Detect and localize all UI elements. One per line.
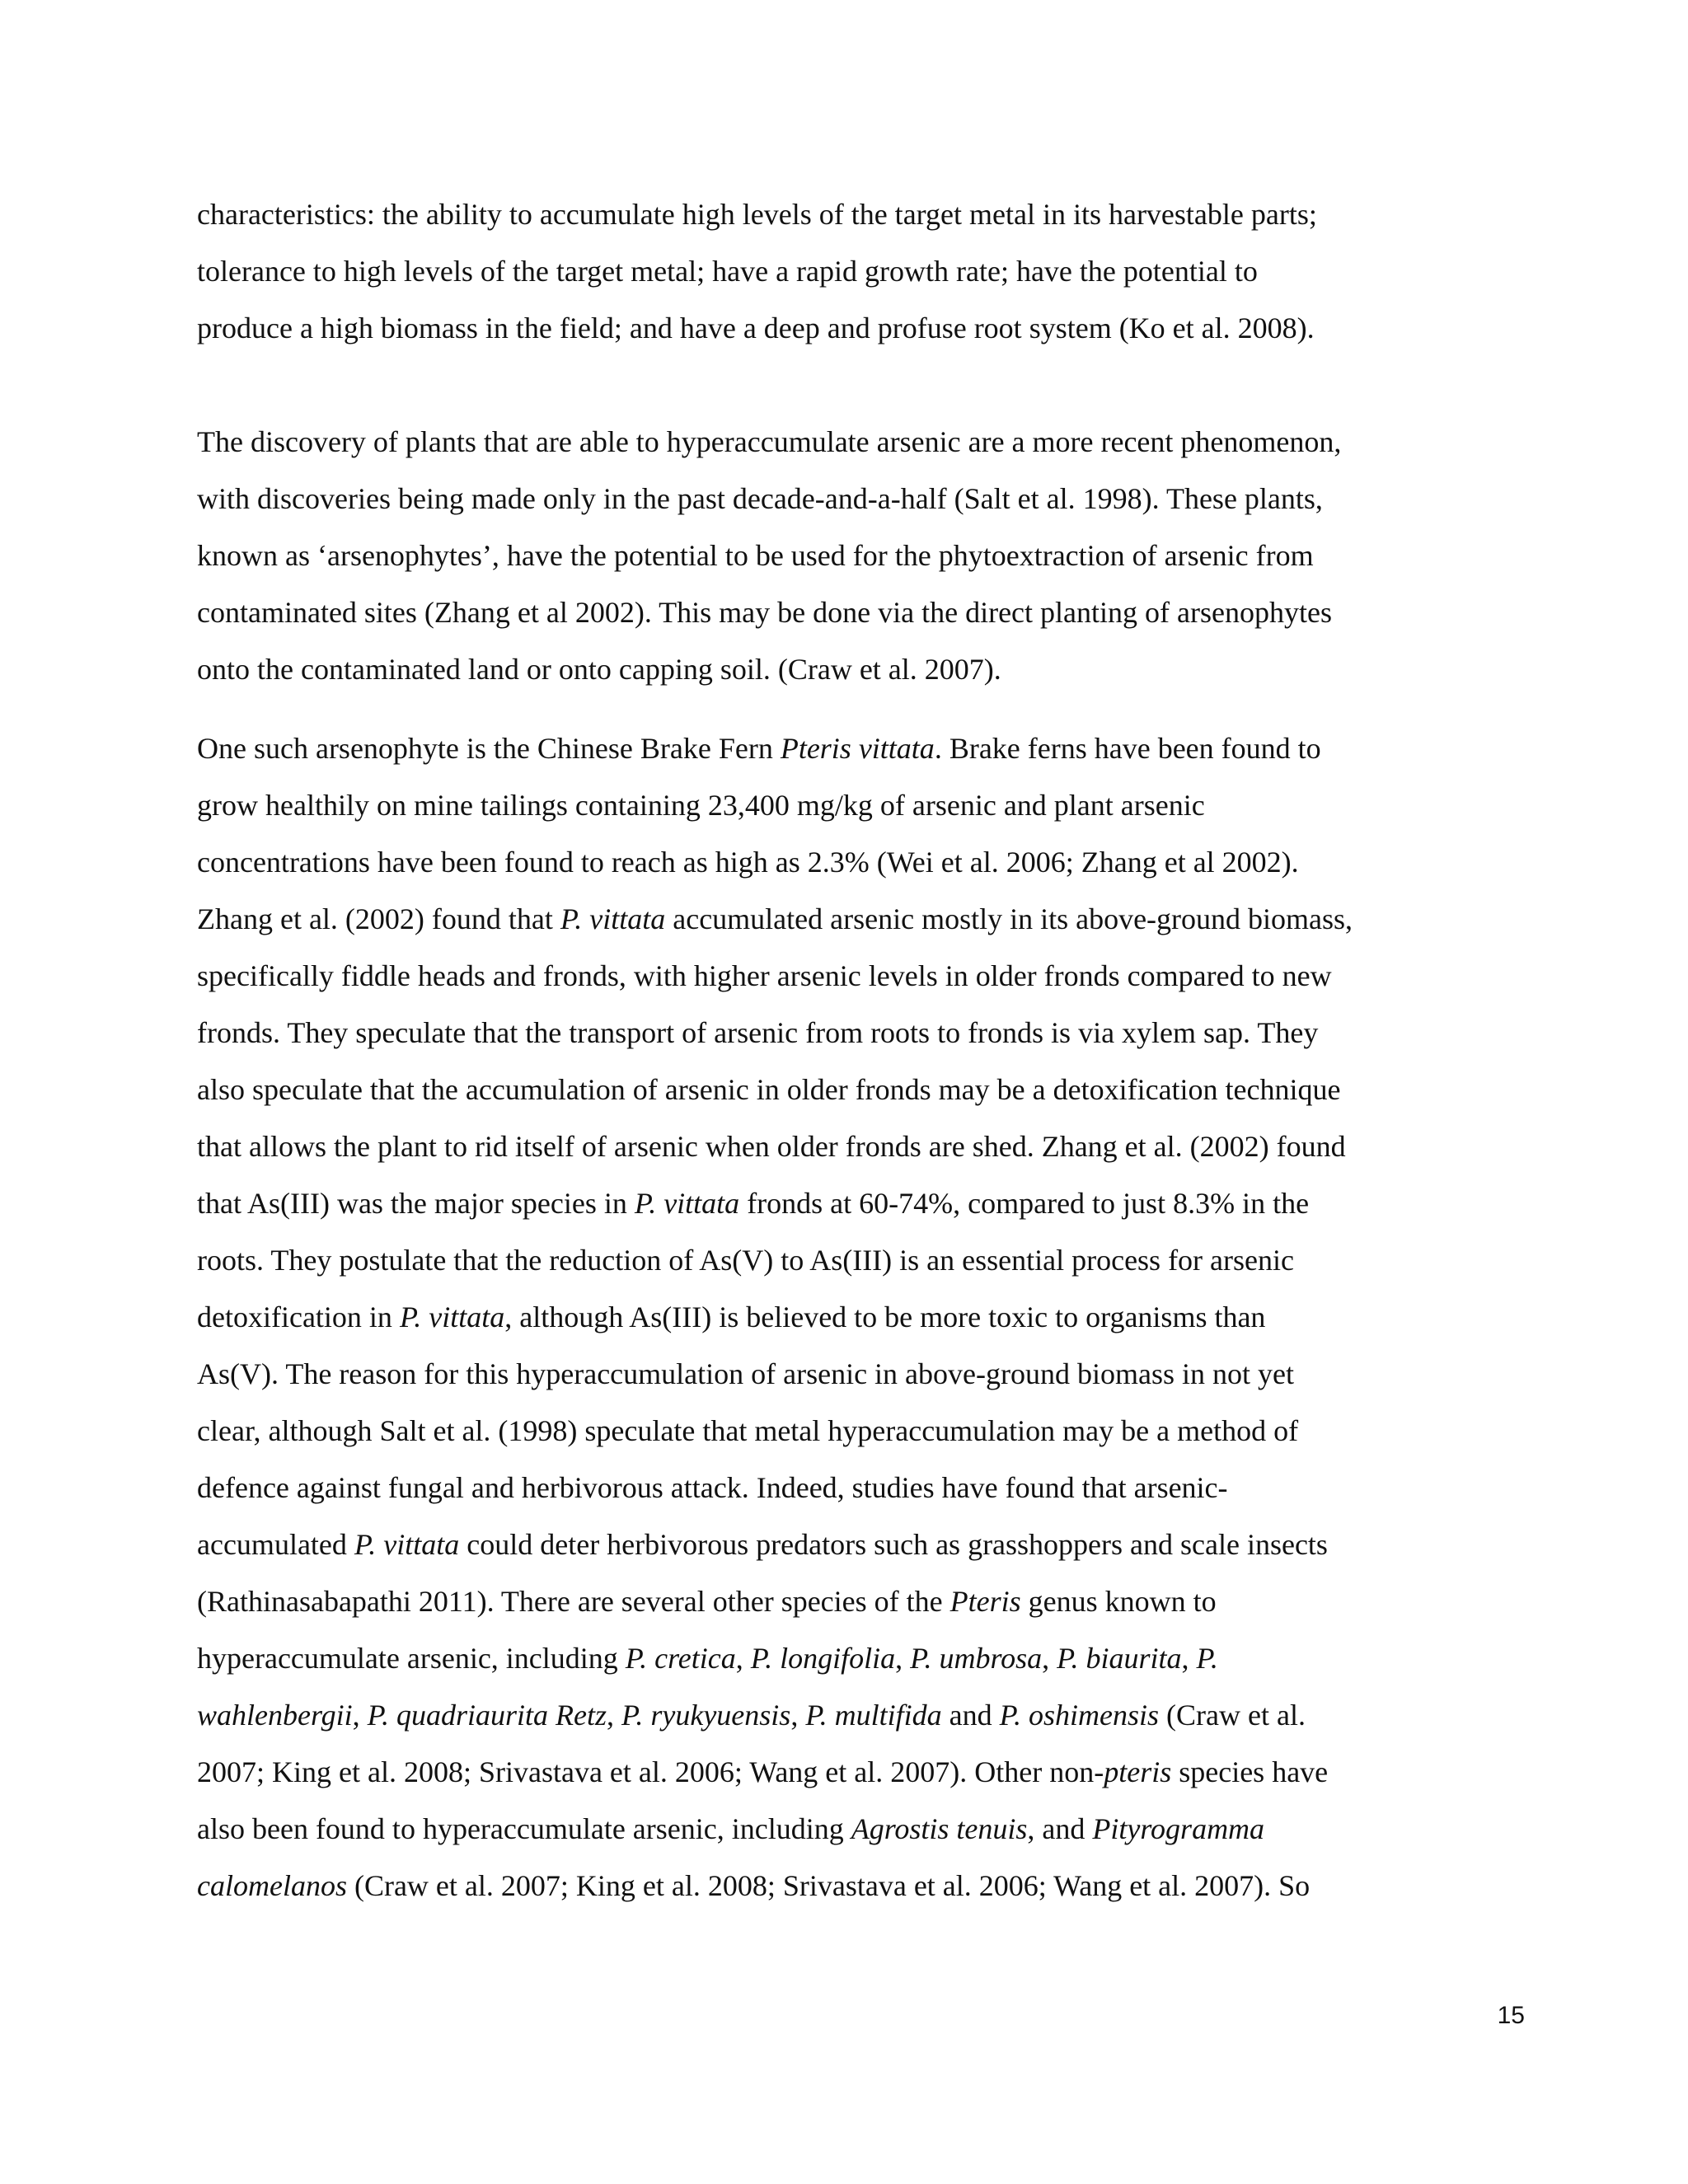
text-line xyxy=(197,948,1549,1005)
text-run: contaminated sites (Zhang et al 2002). This may be done via the direct planting of arsenophytes xyxy=(197,596,1332,629)
text-run: The discovery of plants that are able to hyperaccumulate arsenic are a more recent phenomenon, xyxy=(197,425,1342,458)
text-run: hyperaccumulate arsenic, including xyxy=(197,1642,626,1675)
text-line xyxy=(197,1573,1549,1630)
italic-text: Pteris xyxy=(950,1585,1021,1618)
text-line xyxy=(197,1687,1549,1744)
text-line xyxy=(197,1005,1549,1062)
text-line xyxy=(197,641,1549,698)
text-run: accumulated xyxy=(197,1528,354,1561)
paragraph-1 xyxy=(197,186,1549,357)
text-run: accumulated arsenic mostly in its above-ground biomass, xyxy=(665,902,1353,935)
text-run: characteristics: the ability to accumulate high levels of the target metal in its harvestable parts; xyxy=(197,198,1317,231)
italic-text: P. biaurita xyxy=(1057,1642,1182,1675)
text-run: As(V). The reason for this hyperaccumulation of arsenic in above-ground biomass in not yet xyxy=(197,1357,1294,1390)
text-run: roots. They postulate that the reduction of As(V) to As(III) is an essential process for arsenic xyxy=(197,1244,1294,1277)
text-run: with discoveries being made only in the past decade-and-a-half (Salt et al. 1998). These plants, xyxy=(197,482,1323,515)
text-line xyxy=(197,834,1549,891)
text-run: that As(III) was the major species in xyxy=(197,1187,635,1220)
text-line xyxy=(197,1289,1549,1346)
italic-text: P. vittata xyxy=(634,1187,740,1220)
text-run: could deter herbivorous predators such as grasshoppers and scale insects xyxy=(459,1528,1328,1561)
italic-text: P. vittata xyxy=(354,1528,460,1561)
italic-text: calomelanos xyxy=(197,1869,347,1902)
text-line xyxy=(197,1346,1549,1403)
text-run: and xyxy=(941,1699,1000,1732)
text-line xyxy=(197,527,1549,584)
paragraph-2 xyxy=(197,414,1549,698)
italic-text: P. vittata xyxy=(560,902,666,935)
text-line xyxy=(197,1630,1549,1687)
text-line xyxy=(197,1175,1549,1232)
text-run: produce a high biomass in the field; and have a deep and profuse root system (Ko et al. 2008). xyxy=(197,312,1315,344)
text-line xyxy=(197,1118,1549,1175)
text-line xyxy=(197,1744,1549,1801)
text-run: , xyxy=(735,1642,751,1675)
italic-text: Agrostis tenuis xyxy=(851,1812,1028,1845)
text-run: , although As(III) is believed to be more toxic to organisms than xyxy=(504,1301,1266,1333)
text-line xyxy=(197,186,1549,243)
text-run: (Rathinasabapathi 2011). There are several other species of the xyxy=(197,1585,950,1618)
italic-text: pteris xyxy=(1104,1755,1172,1788)
text-run: detoxification in xyxy=(197,1301,400,1333)
text-run: tolerance to high levels of the target metal; have a rapid growth rate; have the potential to xyxy=(197,255,1258,288)
italic-text: P. oshimensis xyxy=(999,1699,1160,1732)
text-run: also been found to hyperaccumulate arsenic, including xyxy=(197,1812,851,1845)
text-run: fronds. They speculate that the transport of arsenic from roots to fronds is via xylem sap. They xyxy=(197,1016,1319,1049)
italic-text: Pityrogramma xyxy=(1092,1812,1265,1845)
italic-text: P. multifida xyxy=(805,1699,942,1732)
italic-text: P. vittata xyxy=(399,1301,505,1333)
text-line xyxy=(197,1858,1549,1915)
text-line xyxy=(197,300,1549,357)
text-line xyxy=(197,471,1549,527)
text-run: , xyxy=(895,1642,911,1675)
text-run: , and xyxy=(1027,1812,1093,1845)
text-line xyxy=(197,1232,1549,1289)
text-run: 2007; King et al. 2008; Srivastava et al. 2006; Wang et al. 2007). Other non- xyxy=(197,1755,1104,1788)
italic-text: P. longifolia xyxy=(750,1642,896,1675)
text-line xyxy=(197,777,1549,834)
paragraph-3 xyxy=(197,720,1549,1915)
text-run: onto the contaminated land or onto capping soil. (Craw et al. 2007). xyxy=(197,653,1001,686)
text-run: , xyxy=(790,1699,806,1732)
italic-text: wahlenbergii xyxy=(197,1699,353,1732)
text-run: also speculate that the accumulation of arsenic in older fronds may be a detoxification technique xyxy=(197,1073,1341,1106)
italic-text: P. xyxy=(1196,1642,1218,1675)
text-run: (Craw et al. xyxy=(1159,1699,1306,1732)
text-run: that allows the plant to rid itself of arsenic when older fronds are shed. Zhang et al. (2002) found xyxy=(197,1130,1346,1163)
italic-text: P. ryukyuensis xyxy=(621,1699,791,1732)
text-run: defence against fungal and herbivorous attack. Indeed, studies have found that arsenic- xyxy=(197,1471,1228,1504)
text-run: concentrations have been found to reach as high as 2.3% (Wei et al. 2006; Zhang et al 2002). xyxy=(197,846,1299,879)
text-line xyxy=(197,1801,1549,1858)
text-run: species have xyxy=(1171,1755,1329,1788)
text-run: clear, although Salt et al. (1998) speculate that metal hyperaccumulation may be a method of xyxy=(197,1414,1299,1447)
text-run: , xyxy=(352,1699,368,1732)
text-line xyxy=(197,1062,1549,1118)
text-run: genus known to xyxy=(1020,1585,1217,1618)
text-line xyxy=(197,414,1549,471)
italic-text: P. quadriaurita Retz xyxy=(367,1699,607,1732)
italic-text: Pteris vittata xyxy=(780,732,935,765)
text-line xyxy=(197,1460,1549,1516)
text-run: One such arsenophyte is the Chinese Brake Fern xyxy=(197,732,781,765)
text-line xyxy=(197,720,1549,777)
text-line xyxy=(197,243,1549,300)
page-number: 15 xyxy=(1497,2002,1525,2029)
text-line xyxy=(197,1516,1549,1573)
text-line xyxy=(197,584,1549,641)
text-run: (Craw et al. 2007; King et al. 2008; Srivastava et al. 2006; Wang et al. 2007). So xyxy=(346,1869,1311,1902)
text-line xyxy=(197,1403,1549,1460)
italic-text: P. umbrosa xyxy=(910,1642,1043,1675)
text-run: , xyxy=(607,1699,622,1732)
text-run: known as ‘arsenophytes’, have the potential to be used for the phytoextraction of arsenic from xyxy=(197,539,1314,572)
text-run: Zhang et al. (2002) found that xyxy=(197,902,560,935)
text-run: . Brake ferns have been found to xyxy=(934,732,1321,765)
text-run: grow healthily on mine tailings containing 23,400 mg/kg of arsenic and plant arsenic xyxy=(197,789,1205,822)
text-run: , xyxy=(1181,1642,1197,1675)
text-line xyxy=(197,891,1549,948)
italic-text: P. cretica xyxy=(625,1642,736,1675)
text-run: , xyxy=(1042,1642,1057,1675)
text-run: fronds at 60-74%, compared to just 8.3% in the xyxy=(739,1187,1310,1220)
text-run: specifically fiddle heads and fronds, with higher arsenic levels in older fronds compared to new xyxy=(197,959,1332,992)
